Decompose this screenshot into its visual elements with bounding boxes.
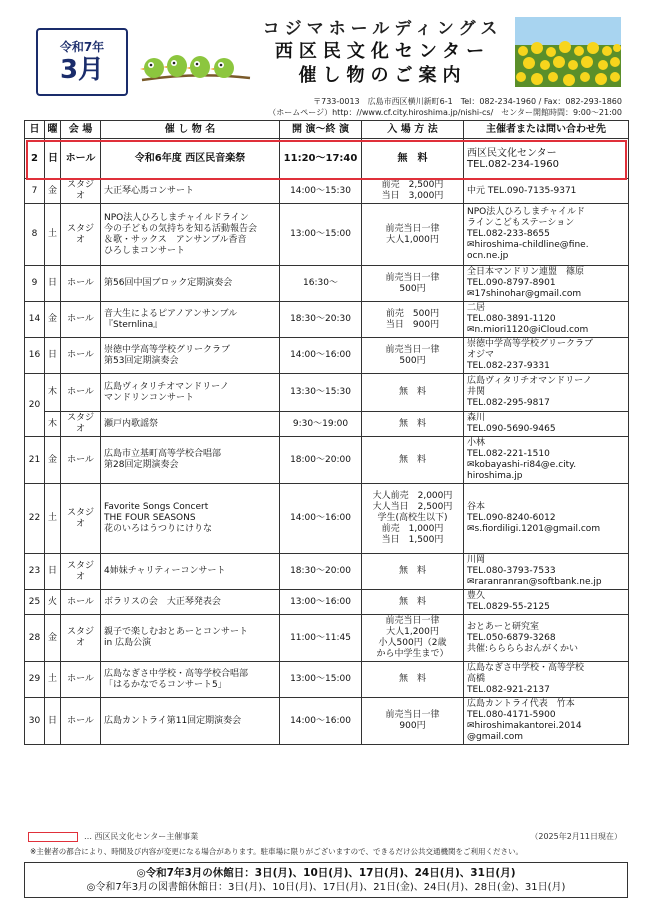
admission-cell: 前売 500円 当日 900円 <box>362 302 464 338</box>
contact-cell: 崇徳中学高等学校グリークラブ オジマ TEL.082-237-9331 <box>464 338 629 374</box>
event-row <box>25 302 629 338</box>
event-name-cell: 広島ヴィタリチオマンドリーノ マンドリンコンサート <box>101 374 280 412</box>
day-cell: 8 <box>25 204 45 266</box>
event-name-cell: 広島カントライ第11回定期演奏会 <box>101 698 280 745</box>
admission-cell: 前売当日一律 大人1,200円 小人500円（2歳 から中学生まで） <box>362 615 464 662</box>
birds-illustration <box>140 46 252 86</box>
event-name-cell: 令和6年度 西区民音楽祭 <box>101 139 280 179</box>
legend-text: … 西区民文化センター主催事業 <box>84 832 199 841</box>
contact-cell: NPO法人ひろしまチャイルド ラインこどもステーション TEL.082-233-8655 ✉hiroshima-childline@fine. ocn.ne.jp <box>464 204 629 266</box>
venue-cell: スタジオ <box>61 615 101 662</box>
event-name-cell: 広島市立基町高等学校合唱部 第28回定期演奏会 <box>101 437 280 484</box>
event-row <box>25 179 629 204</box>
column-header: 主催者または問い合わせ先 <box>464 121 629 139</box>
title-block <box>250 18 515 88</box>
day-cell: 16 <box>25 338 45 374</box>
venue-cell: スタジオ <box>61 412 101 437</box>
day-cell: 2 <box>25 139 45 179</box>
venue-cell: スタジオ <box>61 554 101 590</box>
weekday-cell: 土 <box>45 204 61 266</box>
contact-cell: 小林 TEL.082-221-1510 ✉kobayashi-ri84@e.city. hiroshima.jp <box>464 437 629 484</box>
venue-cell: ホール <box>61 590 101 615</box>
event-row <box>25 374 629 412</box>
day-cell: 28 <box>25 615 45 662</box>
admission-cell: 無 料 <box>362 374 464 412</box>
company-name: コジマホールディングス <box>262 19 503 39</box>
time-cell: 18:30～20:30 <box>280 302 362 338</box>
weekday-cell: 金 <box>45 302 61 338</box>
admission-cell: 無 料 <box>362 139 464 179</box>
venue-cell: ホール <box>61 302 101 338</box>
admission-cell: 無 料 <box>362 662 464 698</box>
time-cell: 14:00～15:30 <box>280 179 362 204</box>
contact-cell: 西区民文化センター TEL.082-234-1960 <box>464 139 629 179</box>
event-row <box>25 204 629 266</box>
venue-cell: ホール <box>61 139 101 179</box>
address-line: 〒733-0013 広島市西区横川新町6-1 Tel：082-234-1960 / Fax：082-293-1860 <box>313 97 622 106</box>
contact-cell: 豊久 TEL.0829-55-2125 <box>464 590 629 615</box>
event-row <box>25 266 629 302</box>
column-header: 日 <box>25 121 45 139</box>
time-cell: 13:00～15:00 <box>280 204 362 266</box>
library-closed-days-line: ◎令和7年3月の図書館休館日：3日(月)、10日(月)、17日(月)、21日(金)、24日(月)、28日(金)、31日(月) <box>86 882 566 893</box>
event-name-cell: 広島なぎさ中学校・高等学校合唱部 「はるかなでるコンサート5」 <box>101 662 280 698</box>
venue-cell: ホール <box>61 266 101 302</box>
column-header: 開 演～終 演 <box>280 121 362 139</box>
event-name-cell: NPO法人ひろしまチャイルドライン 今の子どもの気持ちを知る活動報告会 ＆歌・サックス アンサンブル香音 ひろしまコンサート <box>101 204 280 266</box>
event-row <box>25 412 629 437</box>
contact-cell: 広島なぎさ中学校・高等学校 高橋 TEL.082-921-2137 <box>464 662 629 698</box>
admission-cell: 前売 2,500円 当日 3,000円 <box>362 179 464 204</box>
event-row <box>25 662 629 698</box>
time-cell: 11:00～11:45 <box>280 615 362 662</box>
time-cell: 11:20～17:40 <box>280 139 362 179</box>
day-cell: 25 <box>25 590 45 615</box>
admission-cell: 無 料 <box>362 590 464 615</box>
event-row <box>25 437 629 484</box>
day-cell: 20 <box>25 374 45 437</box>
day-cell: 21 <box>25 437 45 484</box>
admission-cell: 大人前売 2,000円 大人当日 2,500円 学生(高校生以下) 前売 1,000円 当日 1,500円 <box>362 484 464 554</box>
time-cell: 18:00～20:00 <box>280 437 362 484</box>
weekday-cell: 火 <box>45 590 61 615</box>
venue-name: 西区民文化センター <box>274 41 491 62</box>
day-cell: 30 <box>25 698 45 745</box>
venue-cell: スタジオ <box>61 204 101 266</box>
day-cell: 22 <box>25 484 45 554</box>
day-cell: 7 <box>25 179 45 204</box>
admission-cell: 無 料 <box>362 554 464 590</box>
event-row <box>25 698 629 745</box>
address-block <box>268 96 622 118</box>
legend-swatch <box>28 832 78 842</box>
admission-cell: 前売当日一律 500円 <box>362 338 464 374</box>
contact-cell: おとあーと研究室 TEL.050-6879-3268 共催:ららららおんがくかい <box>464 615 629 662</box>
event-name-cell: 親子で楽しむおとあーとコンサート in 広島公演 <box>101 615 280 662</box>
weekday-cell: 土 <box>45 484 61 554</box>
contact-cell: 谷本 TEL.090-8240-6012 ✉s.fiordiligi.1201@gmail.com <box>464 484 629 554</box>
event-name-cell: 瀬戸内歌謡祭 <box>101 412 280 437</box>
venue-cell: ホール <box>61 338 101 374</box>
contact-cell: 広島カントライ代表 竹本 TEL.080-4171-5900 ✉hiroshimakantorei.2014 @gmail.com <box>464 698 629 745</box>
contact-cell: 川岡 TEL.080-3793-7533 ✉raranranran@softbank.ne.jp <box>464 554 629 590</box>
admission-cell: 前売当日一律 大人1,000円 <box>362 204 464 266</box>
contact-cell: 二居 TEL.080-3891-1120 ✉n.miori1120@iCloud.com <box>464 302 629 338</box>
time-cell: 13:30～15:30 <box>280 374 362 412</box>
notice-text: ※主催者の都合により、時間及び内容が変更になる場合があります。駐車場に限りがございますので、できるだけ公共交通機関をご利用ください。 <box>30 847 524 856</box>
venue-cell: ホール <box>61 374 101 412</box>
event-name-cell: 4姉妹チャリティーコンサート <box>101 554 280 590</box>
time-cell: 14:00～16:00 <box>280 338 362 374</box>
day-cell: 23 <box>25 554 45 590</box>
weekday-cell: 金 <box>45 437 61 484</box>
event-row <box>25 484 629 554</box>
time-cell: 13:00～16:00 <box>280 590 362 615</box>
weekday-cell: 日 <box>45 266 61 302</box>
column-header: 曜 <box>45 121 61 139</box>
time-cell: 14:00～16:00 <box>280 484 362 554</box>
time-cell: 18:30～20:00 <box>280 554 362 590</box>
weekday-cell: 木 <box>45 374 61 412</box>
time-cell: 16:30～ <box>280 266 362 302</box>
day-cell: 29 <box>25 662 45 698</box>
venue-cell: スタジオ <box>61 179 101 204</box>
event-row <box>25 554 629 590</box>
event-row <box>25 615 629 662</box>
weekday-cell: 金 <box>45 179 61 204</box>
event-name-cell: 音大生によるピアノアンサンブル 『Sternlina』 <box>101 302 280 338</box>
month-badge <box>36 28 128 96</box>
admission-cell: 無 料 <box>362 437 464 484</box>
table-header-row <box>25 121 629 139</box>
era-label: 令和7年 <box>59 40 105 54</box>
column-header: 催 し 物 名 <box>101 121 280 139</box>
event-row <box>25 139 629 179</box>
weekday-cell: 日 <box>45 139 61 179</box>
venue-cell: スタジオ <box>61 484 101 554</box>
closed-days-box <box>24 862 628 898</box>
web-line: （ホームページ）http：//www.cf.city.hiroshima.jp/nishi-cs/ センター開館時間：9:00～21:00 <box>268 108 622 117</box>
column-header: 入 場 方 法 <box>362 121 464 139</box>
rapeseed-field-illustration <box>515 17 621 87</box>
admission-cell: 無 料 <box>362 412 464 437</box>
as-of-date: （2025年2月11日現在） <box>530 832 622 841</box>
events-table-body <box>25 139 629 745</box>
closed-days-line: ◎令和7年3月の休館日：3日(月)、10日(月)、17日(月)、24日(月)、31日(月) <box>136 867 516 879</box>
weekday-cell: 金 <box>45 615 61 662</box>
day-cell: 9 <box>25 266 45 302</box>
weekday-cell: 日 <box>45 338 61 374</box>
event-name-cell: 崇徳中学高等学校グリークラブ 第53回定期演奏会 <box>101 338 280 374</box>
contact-cell: 全日本マンドリン連盟 篠原 TEL.090-8797-8901 ✉17shinohar@gmail.com <box>464 266 629 302</box>
time-cell: 9:30～19:00 <box>280 412 362 437</box>
event-name-cell: ボラリスの会 大正琴発表会 <box>101 590 280 615</box>
events-table <box>24 120 629 745</box>
weekday-cell: 土 <box>45 662 61 698</box>
venue-cell: ホール <box>61 437 101 484</box>
day-cell: 14 <box>25 302 45 338</box>
weekday-cell: 木 <box>45 412 61 437</box>
contact-cell: 中元 TEL.090-7135-9371 <box>464 179 629 204</box>
admission-cell: 前売当日一律 500円 <box>362 266 464 302</box>
venue-cell: ホール <box>61 698 101 745</box>
time-cell: 14:00～16:00 <box>280 698 362 745</box>
time-cell: 13:00～15:00 <box>280 662 362 698</box>
admission-cell: 前売当日一律 900円 <box>362 698 464 745</box>
page-subtitle: 催し物のご案内 <box>298 65 467 86</box>
month-label: 3月 <box>59 55 105 85</box>
weekday-cell: 日 <box>45 554 61 590</box>
column-header: 会 場 <box>61 121 101 139</box>
contact-cell: 広島ヴィタリチオマンドリーノ 井関 TEL.082-295-9817 <box>464 374 629 412</box>
weekday-cell: 日 <box>45 698 61 745</box>
event-name-cell: 第56回中国ブロック定期演奏会 <box>101 266 280 302</box>
event-row <box>25 590 629 615</box>
contact-cell: 森川 TEL.090-5690-9465 <box>464 412 629 437</box>
venue-cell: ホール <box>61 662 101 698</box>
event-name-cell: Favorite Songs Concert THE FOUR SEASONS 花のいろはうつりにけりな <box>101 484 280 554</box>
event-row <box>25 338 629 374</box>
event-name-cell: 大正琴心馬コンサート <box>101 179 280 204</box>
